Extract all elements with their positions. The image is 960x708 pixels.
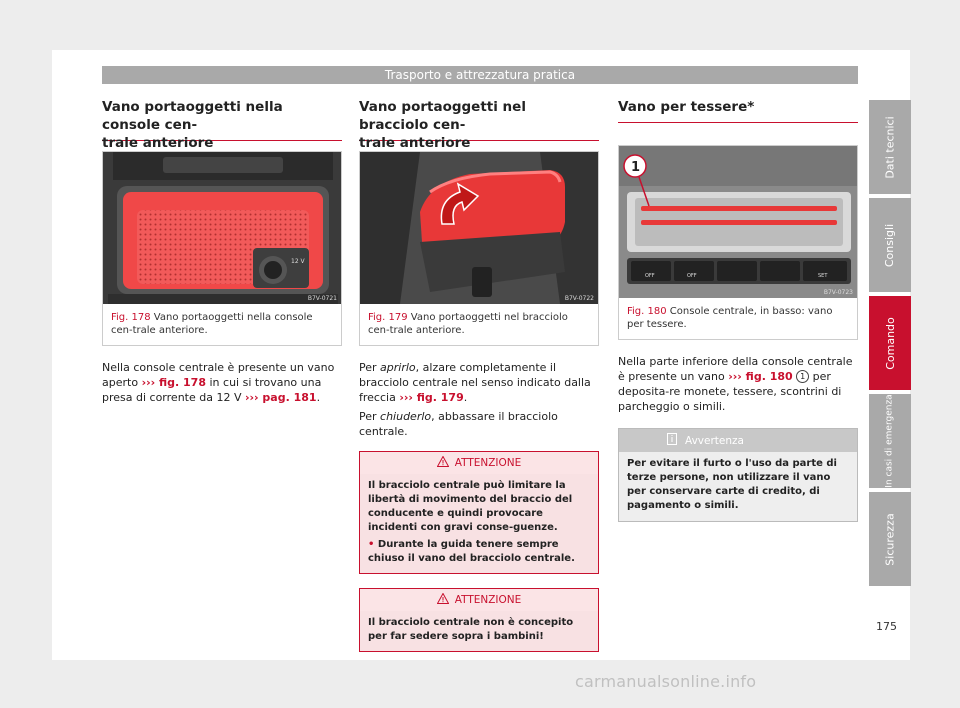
figure-number: Fig. 179 xyxy=(368,312,408,323)
figure-caption-text: Vano portaoggetti nel bracciolo cen-trale anteriore. xyxy=(368,312,568,336)
column-card-holder xyxy=(618,98,858,522)
warning-box xyxy=(359,451,599,574)
tab-consigli[interactable] xyxy=(869,198,911,292)
tab-label: Dati tecnici xyxy=(883,115,897,179)
text-run: , alzare completamente il bracciolo centrale nel senso indicato dalla freccia xyxy=(359,361,591,404)
note-box xyxy=(618,428,858,522)
card-holder-illustration xyxy=(619,146,857,298)
text-run: Nella parte inferiore della console centrale è presente un vano xyxy=(618,355,853,383)
figure-180 xyxy=(618,145,858,340)
section-title: Vano portaoggetti nel bracciolo cen- trale anteriore xyxy=(359,98,599,141)
page-link[interactable]: ››› pag. 181 xyxy=(244,391,317,404)
text-run: . xyxy=(316,391,321,404)
note-title: Avvertenza xyxy=(685,434,744,447)
warning-text: Il bracciolo centrale non è concepito per far sedere sopra i bambini! xyxy=(368,617,574,642)
text-emphasis: aprirlo xyxy=(380,361,416,374)
page-number: 175 xyxy=(876,620,897,633)
figure-number: Fig. 178 xyxy=(111,312,151,323)
figure-caption xyxy=(103,304,341,345)
text-run: Nella console centrale è presente un vano aperto xyxy=(102,361,335,389)
section-title: Vano portaoggetti nella console cen- trale anteriore xyxy=(102,98,342,141)
card-holder-photo xyxy=(619,146,857,298)
note-header xyxy=(619,429,857,452)
figure-179 xyxy=(359,151,599,346)
figure-link[interactable]: ››› fig. 179 xyxy=(399,391,464,404)
figure-caption-text: Console centrale, in basso: vano per tessere. xyxy=(627,306,833,330)
text-run: in cui si trovano una presa di corrente da 12 V xyxy=(102,376,322,404)
warning-box xyxy=(359,588,599,652)
warning-header xyxy=(360,452,598,474)
warning-body xyxy=(360,611,598,651)
warning-text: Il bracciolo centrale può limitare la libertà di movimento del braccio del conducente e quindi provocare incidenti con gravi conse-guenze. xyxy=(368,480,573,533)
button-label-off: OFF xyxy=(645,273,655,279)
text-emphasis: chiuderlo xyxy=(380,410,432,423)
figure-code: B7V-0722 xyxy=(564,295,594,302)
warning-bullet-text: Durante la guida tenere sempre chiuso il vano del bracciolo centrale. xyxy=(368,539,575,564)
button-label-off: OFF xyxy=(687,273,697,279)
warning-triangle-icon xyxy=(437,456,449,470)
text-run: Per xyxy=(359,361,381,374)
column-armrest-storage xyxy=(359,98,599,652)
figure-code: B7V-0721 xyxy=(307,295,337,302)
figure-caption xyxy=(360,304,598,345)
tab-label: Consigli xyxy=(883,223,897,267)
console-storage-illustration xyxy=(103,152,341,304)
column-console-storage xyxy=(102,98,342,409)
tab-label: In casi di emergenza xyxy=(885,394,896,488)
tab-label: Sicurezza xyxy=(883,512,897,566)
tab-dati-tecnici[interactable] xyxy=(869,100,911,194)
tab-comando[interactable] xyxy=(869,296,911,390)
chapter-header: Trasporto e attrezzatura pratica xyxy=(102,66,858,84)
armrest-illustration xyxy=(360,152,598,304)
callout-badge: 1 xyxy=(796,370,809,383)
body-text xyxy=(359,360,599,439)
tab-emergenza[interactable] xyxy=(869,394,911,488)
info-icon xyxy=(667,433,677,448)
warning-triangle-icon xyxy=(437,593,449,607)
warning-body xyxy=(360,474,598,573)
warning-title: ATTENZIONE xyxy=(454,457,522,469)
section-title: Vano per tessere* xyxy=(618,98,858,123)
figure-caption xyxy=(619,298,857,339)
tab-sicurezza[interactable] xyxy=(869,492,911,586)
text-run: Per xyxy=(359,410,381,423)
body-text xyxy=(618,354,858,414)
warning-header xyxy=(360,589,598,611)
socket-label: 12 V xyxy=(291,258,305,265)
warning-bullet xyxy=(368,538,590,566)
button-label-set: SET xyxy=(818,273,828,279)
watermark: carmanualsonline.info xyxy=(575,672,757,691)
text-run: per deposita-re monete, tessere, scontrini di parcheggio o simili. xyxy=(618,370,842,413)
figure-178 xyxy=(102,151,342,346)
bullet-icon: • xyxy=(368,539,375,550)
figure-number: Fig. 180 xyxy=(627,306,667,317)
figure-link[interactable]: ››› fig. 178 xyxy=(141,376,206,389)
note-text: Per evitare il furto o l'uso da parte di terze persone, non utilizzare il vano per conservare carte di credito, di pagamento o simili. xyxy=(619,452,857,521)
warning-title: ATTENZIONE xyxy=(454,594,522,606)
console-storage-photo xyxy=(103,152,341,304)
callout-number: 1 xyxy=(631,160,641,175)
figure-caption-text: Vano portaoggetti nella console cen-trale anteriore. xyxy=(111,312,313,336)
armrest-photo xyxy=(360,152,598,304)
text-run: . xyxy=(463,391,468,404)
figure-link[interactable]: ››› fig. 180 xyxy=(728,370,793,383)
figure-code: B7V-0723 xyxy=(823,289,853,296)
body-text xyxy=(102,360,342,405)
tab-label: Comando xyxy=(883,316,897,370)
text-run: , abbassare il bracciolo centrale. xyxy=(359,410,558,438)
